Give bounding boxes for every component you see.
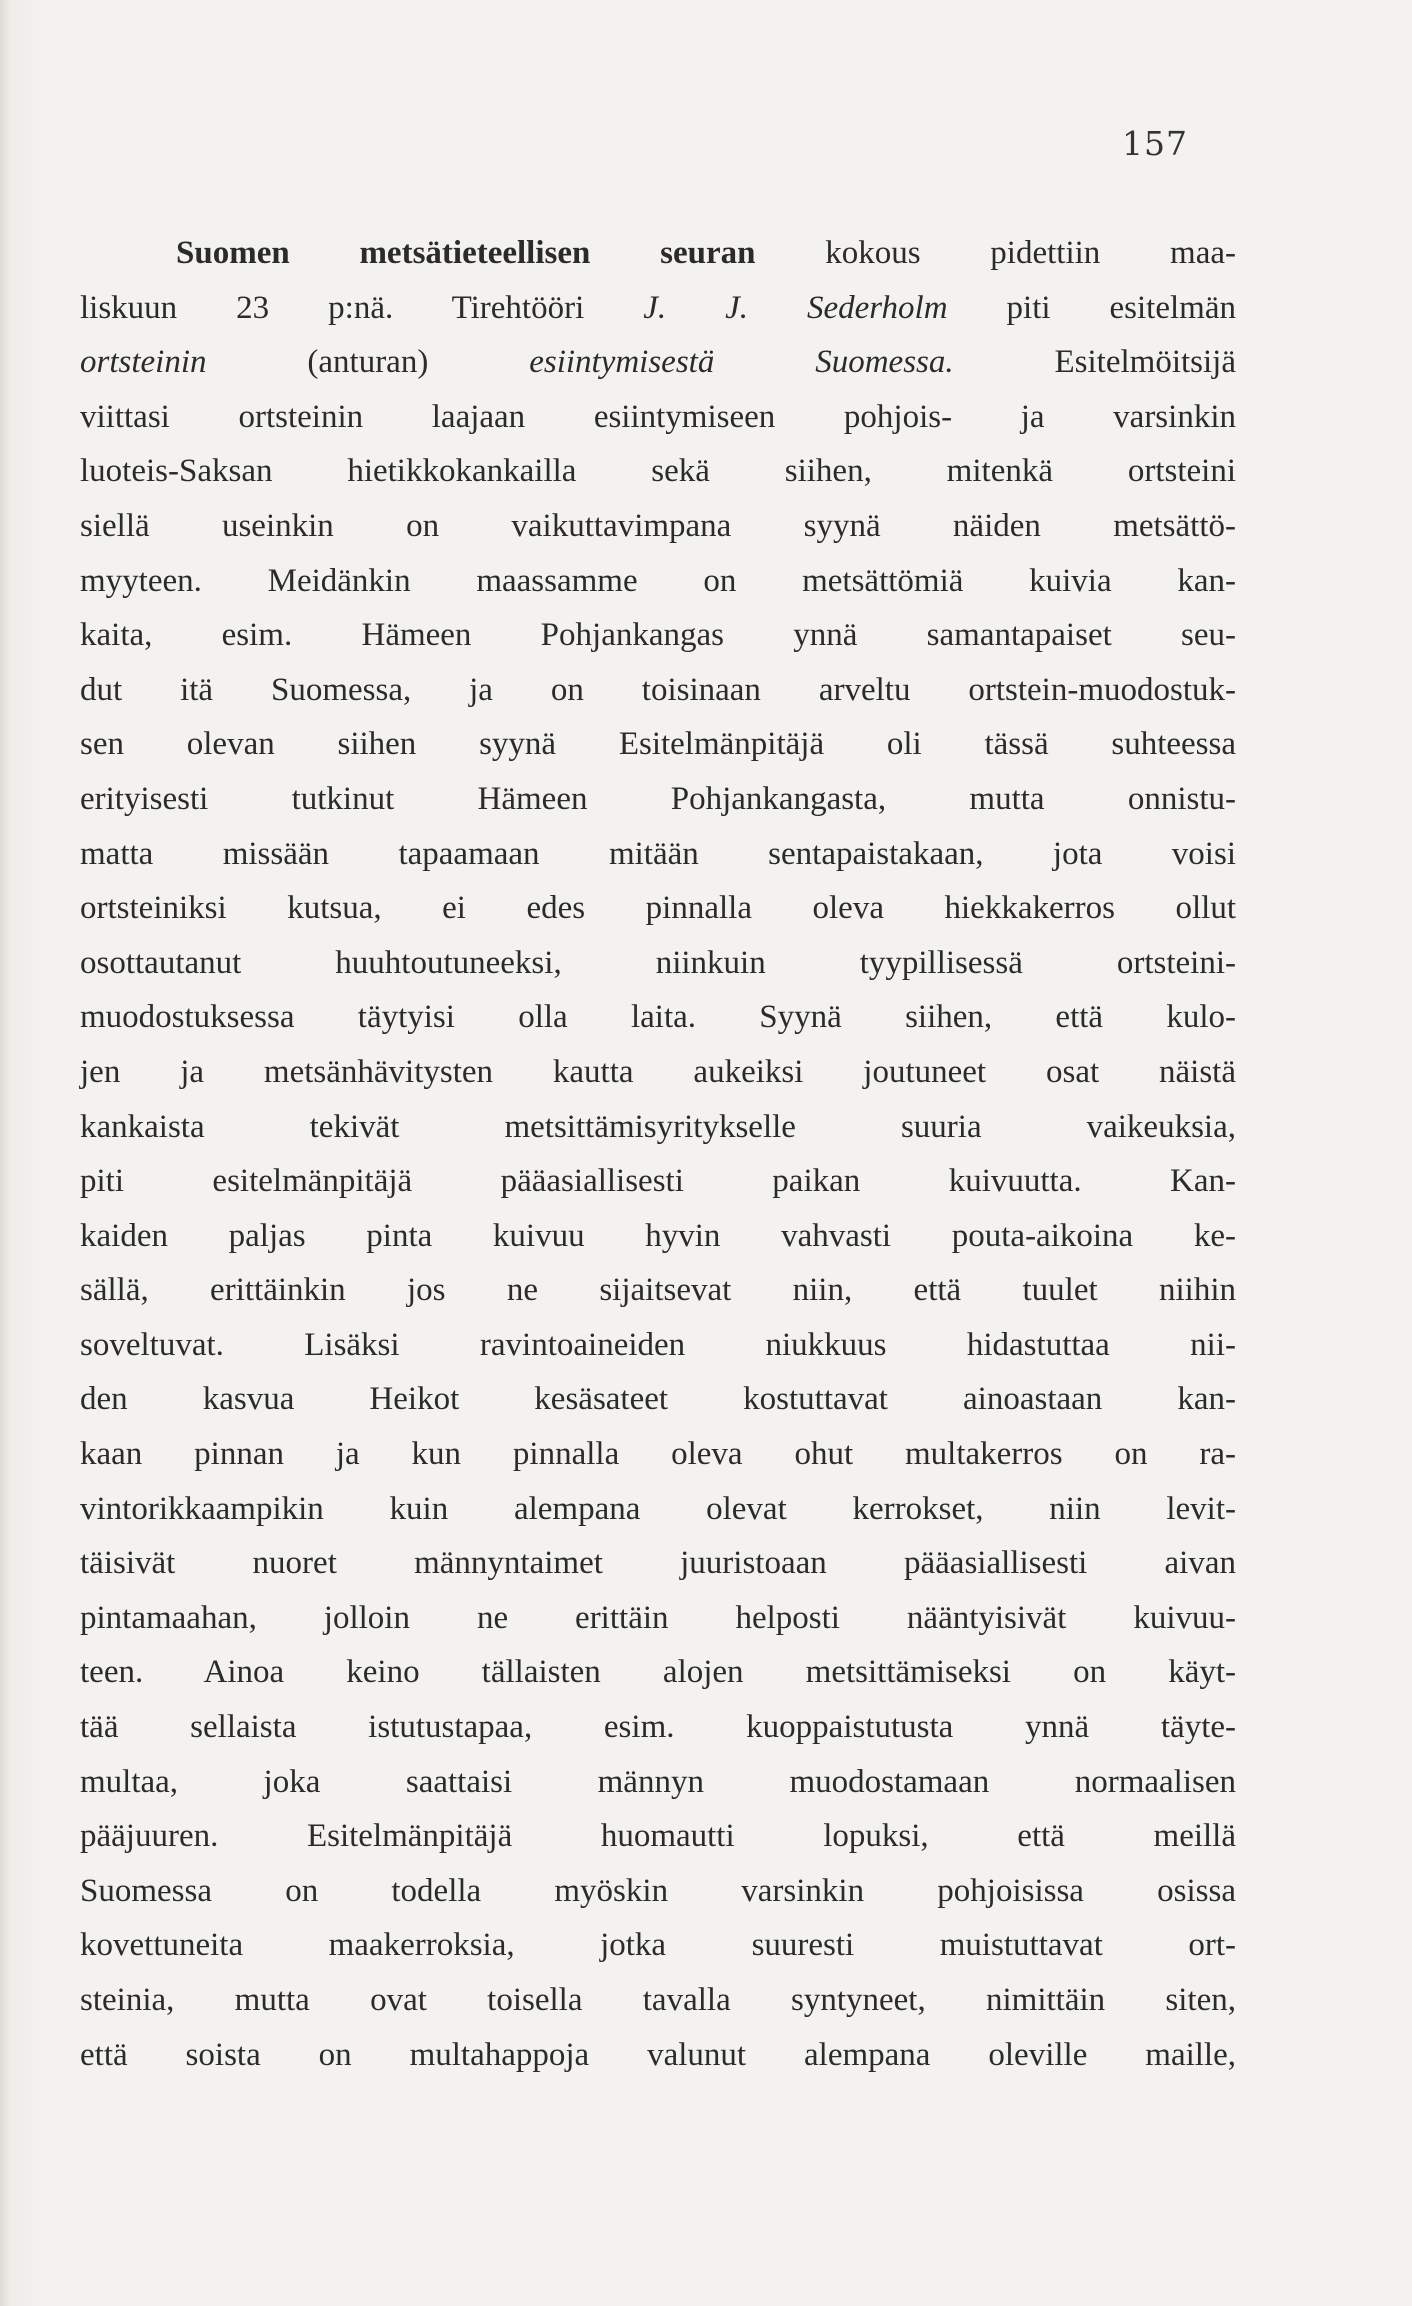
text-line: siellä useinkin on vaikuttavimpana syynä näiden metsättö- xyxy=(80,507,1236,544)
text-line: dut itä Suomessa, ja on toisinaan arveltu ortstein-muodostuk- xyxy=(80,671,1236,708)
text-line: teen. Ainoa keino tällaisten alojen metsittämiseksi on käyt- xyxy=(80,1654,1236,1691)
text-line: pääjuuren. Esitelmänpitäjä huomautti lopuksi, että meillä xyxy=(80,1818,1236,1855)
lecture-topic: esiintymisestä Suomessa. xyxy=(529,344,954,381)
body-text xyxy=(80,226,1236,2082)
text-line: kankaista tekivät metsittämisyritykselle suuria vaikeuksia, xyxy=(80,1108,1236,1145)
text-line: kovettuneita maakerroksia, jotka suuresti muistuttavat ort- xyxy=(80,1927,1236,1964)
text-segment: Esitelmöitsijä xyxy=(953,344,1236,381)
text-line: luoteis-Saksan hietikkokankailla sekä siihen, mitenkä ortsteini xyxy=(80,453,1236,490)
text-line: kaiden paljas pinta kuivuu hyvin vahvasti pouta-aikoina ke- xyxy=(80,1217,1236,1254)
paragraph-lines xyxy=(80,390,1236,2082)
text-line: steinia, mutta ovat toisella tavalla syntyneet, nimittäin siten, xyxy=(80,1982,1236,2018)
page-number: 157 xyxy=(1122,124,1188,163)
lecture-topic: ortsteinin xyxy=(80,344,207,381)
text-line xyxy=(80,281,1236,336)
text-line: soveltuvat. Lisäksi ravintoaineiden niukkuus hidastuttaa nii- xyxy=(80,1326,1236,1363)
text-line: den kasvua Heikot kesäsateet kostuttavat ainoastaan kan- xyxy=(80,1381,1236,1418)
person-name: J. J. Sederholm xyxy=(643,289,948,326)
text-line: erityisesti tutkinut Hämeen Pohjankangasta, mutta onnistu- xyxy=(80,780,1236,817)
section-heading: Suomen metsätieteellisen seuran xyxy=(176,235,756,271)
text-line: piti esitelmänpitäjä pääasiallisesti paikan kuivuutta. Kan- xyxy=(80,1163,1236,1200)
text-line: multaa, joka saattaisi männyn muodostamaan normaalisen xyxy=(80,1763,1236,1800)
text-segment: (anturan) xyxy=(206,344,530,381)
text-line: matta missään tapaamaan mitään sentapaistakaan, jota voisi xyxy=(80,835,1236,872)
text-line xyxy=(80,335,1236,390)
text-line: vintorikkaampikin kuin alempana olevat kerrokset, niin levit- xyxy=(80,1490,1236,1527)
text-line: sällä, erittäinkin jos ne sijaitsevat niin, että tuulet niihin xyxy=(80,1272,1236,1309)
text-line: myyteen. Meidänkin maassamme on metsättömiä kuivia kan- xyxy=(80,562,1236,599)
text-line: kaan pinnan ja kun pinnalla oleva ohut multakerros on ra- xyxy=(80,1436,1236,1473)
text-segment: piti esitelmän xyxy=(947,289,1236,326)
text-line: osottautanut huuhtoutuneeksi, niinkuin tyypillisessä ortsteini- xyxy=(80,944,1236,981)
text-line: viittasi ortsteinin laajaan esiintymiseen pohjois- ja varsinkin xyxy=(80,398,1236,435)
text-line: täisivät nuoret männyntaimet juuristoaan pääasiallisesti aivan xyxy=(80,1545,1236,1582)
text-line xyxy=(80,226,1236,281)
text-segment: kokous pidettiin maa- xyxy=(755,235,1236,271)
text-line: että soista on multahappoja valunut alempana oleville maille, xyxy=(80,2036,1236,2073)
text-segment: liskuun 23 p:nä. Tirehtööri xyxy=(80,289,644,326)
text-line: jen ja metsänhävitysten kautta aukeiksi joutuneet osat näistä xyxy=(80,1053,1236,1090)
text-line: muodostuksessa täytyisi olla laita. Syynä siihen, että kulo- xyxy=(80,999,1236,1036)
text-line: pintamaahan, jolloin ne erittäin helposti nääntyisivät kuivuu- xyxy=(80,1599,1236,1636)
text-line: sen olevan siihen syynä Esitelmänpitäjä oli tässä suhteessa xyxy=(80,726,1236,763)
text-line: kaita, esim. Hämeen Pohjankangas ynnä samantapaiset seu- xyxy=(80,617,1236,654)
text-line: ortsteiniksi kutsua, ei edes pinnalla oleva hiekkakerros ollut xyxy=(80,890,1236,927)
text-line: tää sellaista istutustapaa, esim. kuoppaistutusta ynnä täyte- xyxy=(80,1709,1236,1746)
text-line: Suomessa on todella myöskin varsinkin pohjoisissa osissa xyxy=(80,1872,1236,1909)
